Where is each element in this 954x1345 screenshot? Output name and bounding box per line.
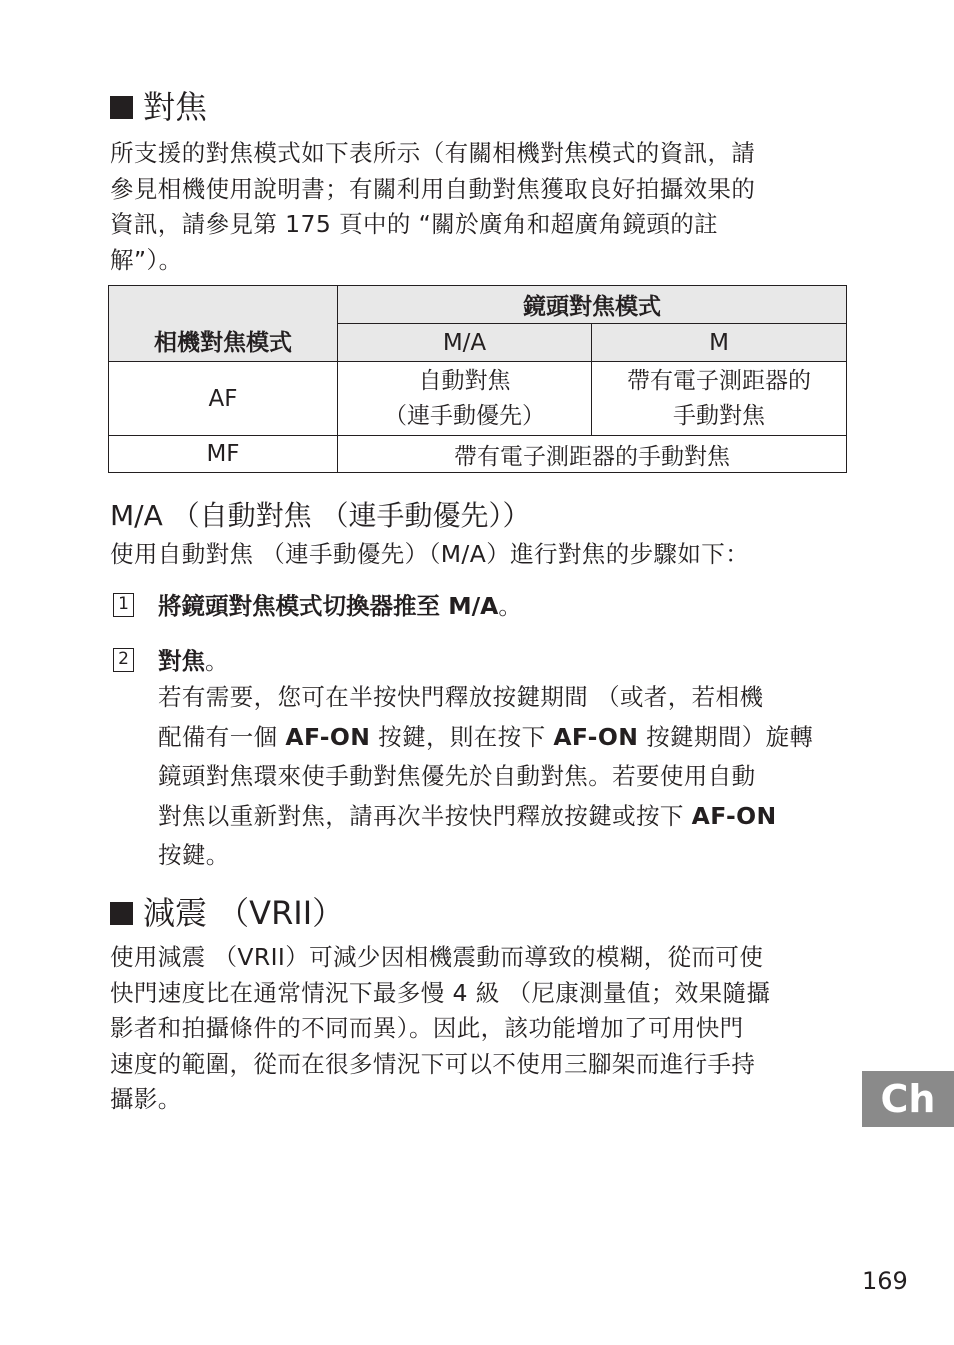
cell-line: 帶有電子測距器的 xyxy=(627,367,811,394)
paragraph-line xyxy=(158,718,813,758)
vr-paragraph xyxy=(110,940,770,1118)
step-1-end: 。 xyxy=(498,592,522,620)
paragraph-line: 影者和拍攝條件的不同而異）。因此，該功能增加了可用快門 xyxy=(110,1014,744,1042)
paragraph-line: 鏡頭對焦環來使手動對焦優先於自動對焦。若要使用自動 xyxy=(158,762,756,790)
cell-af-ma xyxy=(338,362,592,436)
square-bullet-icon xyxy=(110,96,133,119)
step-2-title-end: 。 xyxy=(205,647,229,675)
paragraph-line: 所支援的對焦模式如下表所示（有關相機對焦模式的資訊，請 xyxy=(110,139,756,167)
cell-line: 自動對焦 xyxy=(418,367,511,394)
paragraph-line: 資訊，請參見第 175 頁中的 “關於廣角和超廣角鏡頭的註 xyxy=(110,210,719,238)
section-heading-vr xyxy=(110,893,344,933)
step-1-text xyxy=(158,591,522,621)
cell-line: 手動對焦 xyxy=(673,402,765,429)
text-span: 按鍵，則在按下 xyxy=(370,722,554,751)
focus-mode-table xyxy=(108,285,847,473)
text-span: 對焦以重新對焦，請再次半按快門釋放按鍵或按下 xyxy=(158,801,692,830)
paragraph-line: 參見相機使用說明書；有關利用自動對焦獲取良好拍攝效果的 xyxy=(110,174,756,203)
text-span: 配備有一個 xyxy=(158,722,286,751)
cell-line: （連手動優先） xyxy=(384,402,545,429)
heading-text: 減震 （VRII） xyxy=(143,894,345,932)
step-number-2: 2 xyxy=(113,648,134,672)
lens-focus-mode-header: 鏡頭對焦模式 xyxy=(338,286,847,324)
step-2-title xyxy=(158,646,229,676)
step-1-bold-value: M/A xyxy=(448,592,499,620)
column-header-ma: M/A xyxy=(338,324,592,362)
row-label-mf: MF xyxy=(109,436,338,473)
ma-subheading: M/A （自動對焦 （連手動優先）） xyxy=(110,499,531,532)
heading-text: 對焦 xyxy=(143,88,208,126)
text-span: 按鍵期間）旋轉 xyxy=(638,722,814,751)
ma-intro: 使用自動對焦 （連手動優先）（M/A）進行對焦的步驟如下： xyxy=(110,540,750,568)
chinese-language-tab: Ch xyxy=(862,1071,954,1127)
step-number-1: 1 xyxy=(113,593,134,617)
paragraph-line: 解”）。 xyxy=(110,245,183,274)
cell-af-m xyxy=(592,362,847,436)
paragraph-line: 快門速度比在通常情況下最多慢 4 級 （尼康測量值；效果隨攝 xyxy=(110,978,771,1007)
square-bullet-icon xyxy=(110,902,133,925)
paragraph-line xyxy=(158,797,813,837)
step-1-label: 將鏡頭對焦模式切換器推至 xyxy=(158,592,440,620)
focus-intro-paragraph xyxy=(110,136,755,278)
paragraph-line: 按鍵。 xyxy=(158,841,230,869)
af-on-button-label: AF-ON xyxy=(285,722,371,751)
column-header-m: M xyxy=(592,324,847,362)
page-number: 169 xyxy=(862,1267,908,1295)
step-2-body xyxy=(158,678,813,876)
cell-mf-value: 帶有電子測距器的手動對焦 xyxy=(338,436,847,473)
af-on-button-label: AF-ON xyxy=(553,722,639,751)
paragraph-line: 若有需要，您可在半按快門釋放按鍵期間 （或者，若相機 xyxy=(158,683,764,711)
paragraph-line: 使用減震 （VRII）可減少因相機震動而導致的模糊，從而可使 xyxy=(110,943,764,971)
row-label-af: AF xyxy=(109,362,338,436)
section-heading-focus xyxy=(110,87,207,127)
paragraph-line: 速度的範圍，從而在很多情況下可以不使用三腳架而進行手持 xyxy=(110,1049,756,1078)
paragraph-line: 攝影。 xyxy=(110,1085,182,1113)
camera-focus-mode-header: 相機對焦模式 xyxy=(109,286,338,362)
step-2-title-text: 對焦 xyxy=(158,647,205,675)
af-on-button-label: AF-ON xyxy=(691,801,777,830)
